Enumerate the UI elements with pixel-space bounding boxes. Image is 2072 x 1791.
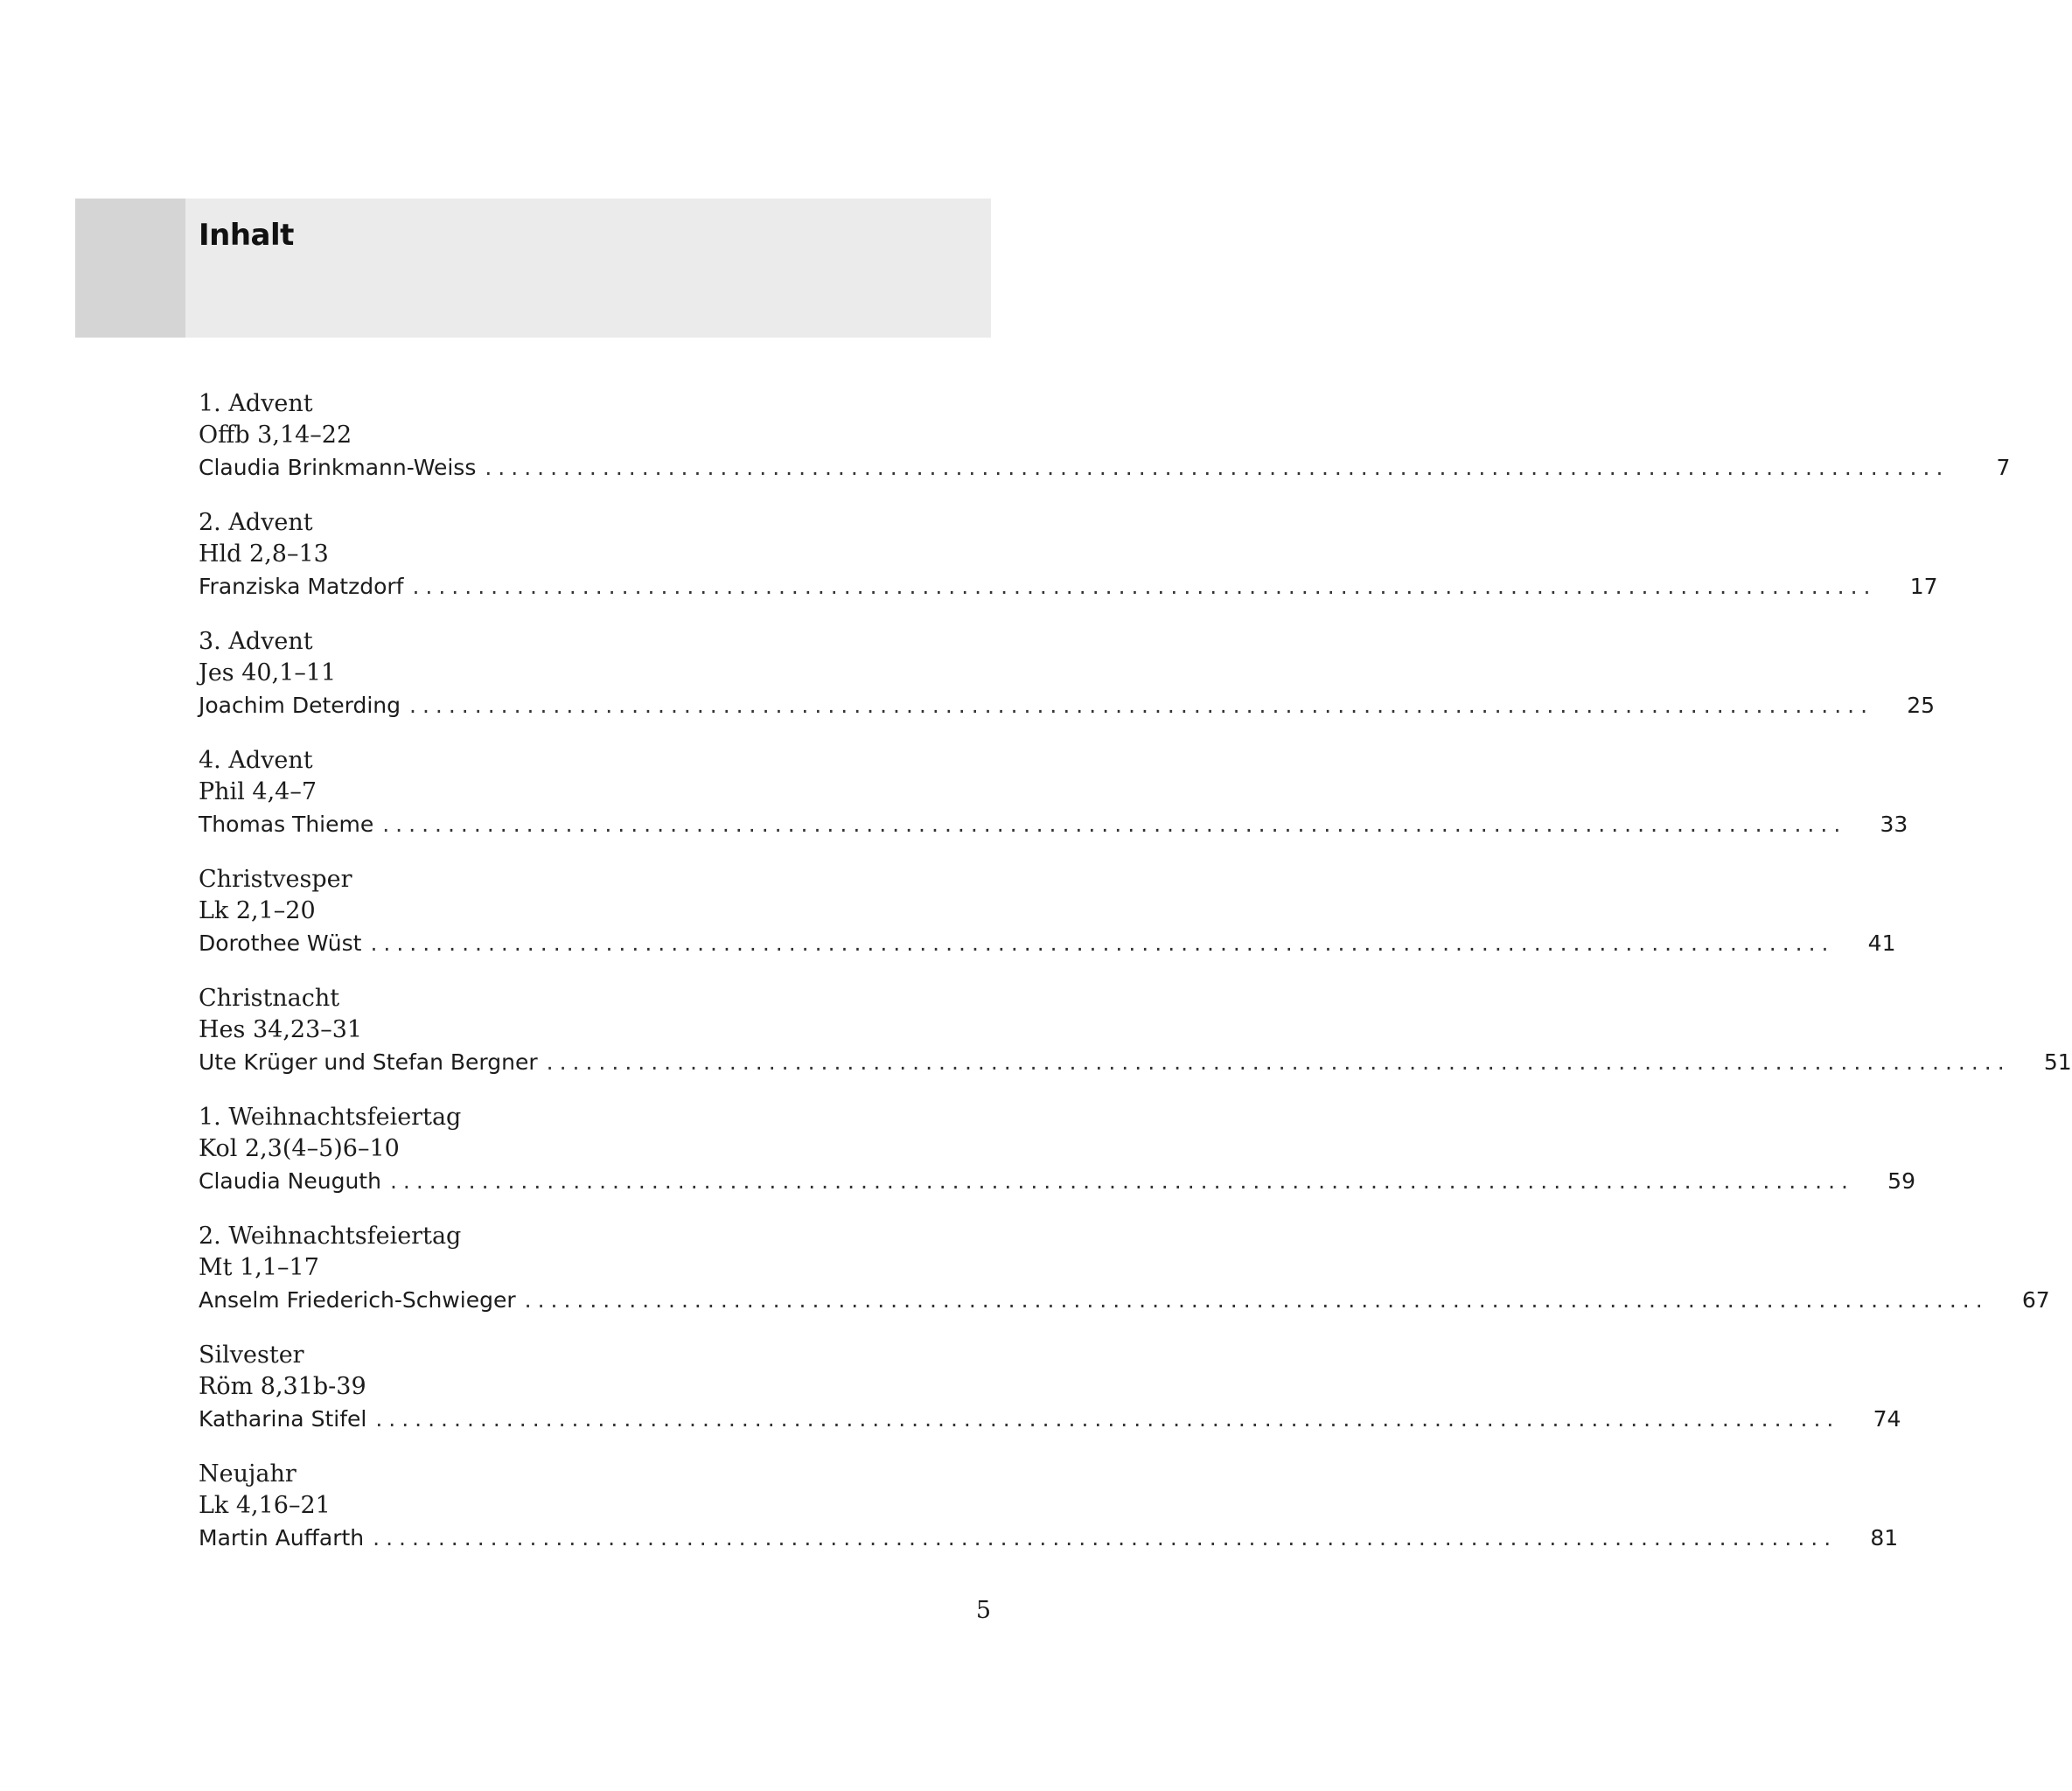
entry-page-number: 81 [1870, 1525, 1899, 1551]
entry-page-number: 74 [1873, 1406, 1901, 1432]
dot-leader: ................................................................................................................ [546, 1049, 2011, 1075]
toc-entry [199, 1102, 1915, 1221]
toc-entry [199, 864, 1896, 983]
entry-occasion: 1. Advent [199, 390, 313, 417]
dot-leader: ................................................................................................................ [485, 455, 1950, 480]
entry-author-line [199, 1166, 1915, 1197]
entry-reference: Lk 2,1–20 [199, 897, 316, 924]
entry-author-line [199, 571, 1938, 603]
header-band [75, 199, 991, 338]
entry-page-number: 59 [1887, 1168, 1915, 1194]
toc-entry [199, 745, 1908, 864]
entry-occasion: Christvesper [199, 866, 352, 893]
entry-author-line [199, 1285, 2050, 1316]
dot-leader: ................................................................................................................ [524, 1287, 1989, 1313]
entry-reference: Kol 2,3(4–5)6–10 [199, 1135, 400, 1162]
entry-reference: Lk 4,16–21 [199, 1492, 331, 1519]
dot-leader: ................................................................................................................ [370, 930, 1835, 956]
toc-entry [199, 507, 1938, 626]
entry-occasion: 4. Advent [199, 747, 313, 774]
page-title: Inhalt [199, 218, 294, 253]
toc-entry [199, 1221, 2050, 1340]
entry-page-number: 67 [2021, 1287, 2050, 1313]
toc-entry [199, 626, 1936, 745]
entry-author-line [199, 809, 1908, 840]
dot-leader: ................................................................................................................ [409, 693, 1874, 718]
entry-page-number: 41 [1867, 930, 1896, 956]
entry-occasion: 2. Advent [199, 509, 313, 536]
dot-leader: ................................................................................................................ [382, 812, 1847, 837]
entry-author-line [199, 452, 2011, 484]
entry-occasion: 1. Weihnachtsfeiertag [199, 1104, 462, 1131]
entry-reference: Jes 40,1–11 [199, 659, 337, 686]
entry-page-number: 51 [2043, 1049, 2072, 1075]
dot-leader: ................................................................................................................ [375, 1406, 1840, 1432]
entry-author: Dorothee Wüst [199, 930, 362, 956]
toc-entry [199, 388, 2011, 507]
entry-reference: Phil 4,4–7 [199, 778, 317, 805]
entry-reference: Röm 8,31b-39 [199, 1373, 366, 1400]
header-tab [75, 199, 185, 338]
entry-page-number: 33 [1880, 812, 1908, 837]
toc-entry [199, 1459, 1899, 1578]
entry-author: Martin Auffarth [199, 1525, 365, 1551]
entry-author: Joachim Deterding [199, 693, 401, 718]
entry-author-line [199, 1523, 1899, 1554]
entry-page-number: 7 [1996, 455, 2011, 480]
entry-occasion: Christnacht [199, 985, 340, 1012]
dot-leader: ................................................................................................................ [373, 1525, 1838, 1551]
entry-reference: Mt 1,1–17 [199, 1254, 319, 1281]
entry-author-line [199, 690, 1936, 721]
dot-leader: ................................................................................................................ [389, 1168, 1854, 1194]
entry-author-line [199, 1047, 2072, 1078]
entry-author: Anselm Friederich-Schwieger [199, 1287, 516, 1313]
dot-leader: ................................................................................................................ [412, 574, 1877, 599]
toc-entry [199, 1340, 1901, 1459]
entry-author-line [199, 1404, 1901, 1435]
entry-author: Ute Krüger und Stefan Bergner [199, 1049, 538, 1075]
entry-author-line [199, 928, 1896, 959]
entry-author: Katharina Stifel [199, 1406, 367, 1432]
entry-occasion: Neujahr [199, 1460, 296, 1488]
entry-author: Franziska Matzdorf [199, 574, 404, 599]
entry-author: Claudia Neuguth [199, 1168, 381, 1194]
entry-occasion: Silvester [199, 1342, 304, 1369]
entry-occasion: 2. Weihnachtsfeiertag [199, 1223, 462, 1250]
entry-reference: Hld 2,8–13 [199, 540, 329, 568]
toc-entry [199, 983, 2072, 1102]
entry-author: Thomas Thieme [199, 812, 374, 837]
entry-page-number: 17 [1909, 574, 1938, 599]
entry-reference: Offb 3,14–22 [199, 422, 352, 449]
table-of-contents [199, 388, 2072, 1578]
page-number: 5 [975, 1597, 991, 1624]
entry-author: Claudia Brinkmann-Weiss [199, 455, 477, 480]
entry-occasion: 3. Advent [199, 628, 313, 655]
entry-page-number: 25 [1907, 693, 1936, 718]
entry-reference: Hes 34,23–31 [199, 1016, 363, 1043]
